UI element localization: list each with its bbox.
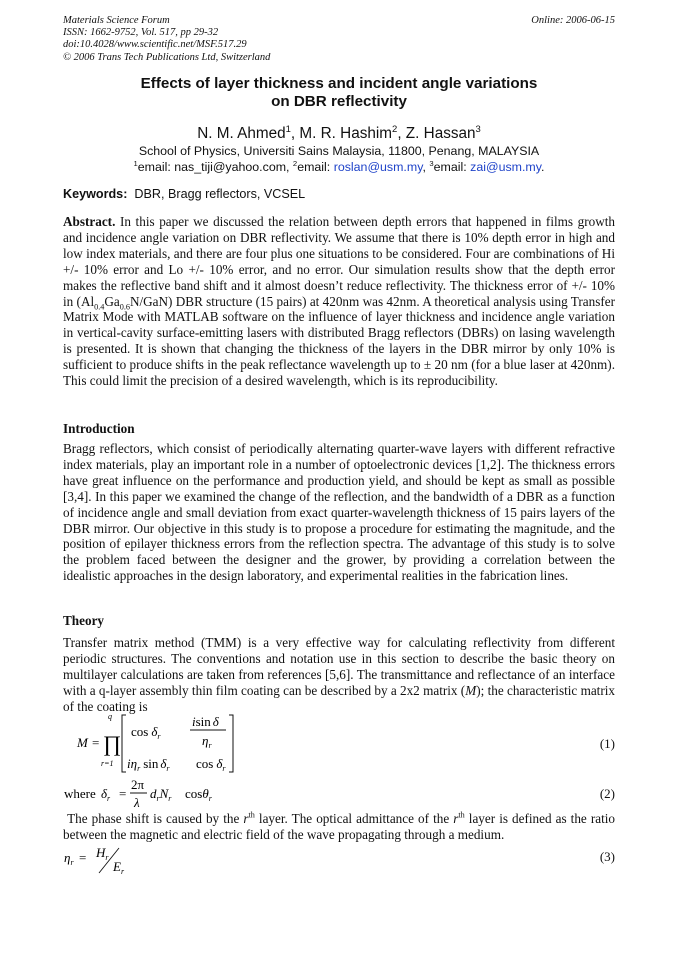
- cell-eta: $\eta_r$: [202, 733, 212, 750]
- keywords-label: Keywords:: [63, 187, 128, 201]
- product-symbol: ∏: [103, 731, 122, 756]
- keywords-text: DBR, Bragg reflectors, VCSEL: [134, 187, 306, 201]
- cell-ieta-sin: $i\eta_r$ $\sin \delta_r$: [127, 756, 170, 773]
- left-bracket: [122, 715, 126, 772]
- email-marker: 3: [429, 158, 434, 168]
- abstract-text: In this paper we discussed the relation between depth errors that happened in films growth and incidence angle variation on DBR reflectivity. We assume that there is 10% depth error in high and low index materials, and there are four plus one situations to be considered. Four are combinations of Hi +/- 10% error and Lo +/- 10% error, and no error. Our simulation results show that the depth error makes the reflective band shift and it almost doesn’t reduce reflectivity. The thickness error of +/- 10% in (Al: [63, 214, 615, 309]
- theory-body: [63, 635, 615, 715]
- right-bracket: [229, 715, 233, 772]
- author-name: , M. R. Hashim: [290, 125, 393, 142]
- author-affil-marker: 3: [475, 123, 481, 135]
- email-label: email:: [433, 160, 471, 174]
- title-line-1: Effects of layer thickness and incident angle variations: [140, 75, 538, 92]
- subscript: 0.4: [94, 302, 105, 312]
- E-r: $E_r$: [113, 859, 125, 875]
- superscript: th: [248, 810, 255, 820]
- math-symbol: r: [453, 811, 459, 826]
- d-N-term: $d_rN_r$: [150, 786, 172, 803]
- eq-equals: =: [92, 735, 100, 750]
- phase-shift-paragraph: [63, 811, 615, 843]
- cos-theta: cosθ$_r$: [185, 786, 212, 803]
- email-marker: 2: [292, 158, 298, 168]
- eq-equals: =: [79, 850, 87, 865]
- abstract-text: N/GaN) DBR structure (15 pairs) at 420nm was 42nm. A theoretical analysis using Transfer Matrix Mode with MATLAB software on the influence of layer thickness and incidence angle variation in vertical-cavity surface-emitting lasers with distributed Bragg reflectors (DBRs) on lasing wavelength is presented. It is shown that changing the thickness of the layers in the DBR mirror by only 10% is sufficient to produce shifts in the peak reflectance wavelength up to ± 20 nm (for a blue laser at 420nm). This could limit the precision of a desired wavelength, which is its reproducibility.: [63, 293, 615, 389]
- issn-line: ISSN: 1662-9752, Vol. 517, pp 29-32: [63, 27, 219, 39]
- where-label: where: [64, 786, 96, 801]
- affiliation-address: School of Physics, Universiti Sains Malaysia, 11800, Penang, MALAYSIA: [138, 144, 540, 158]
- equation-3: [63, 843, 615, 875]
- affiliation: [63, 143, 615, 175]
- eq-equals: =: [119, 786, 127, 801]
- eta-r: $\eta_r$: [64, 850, 74, 867]
- paper-title: [63, 75, 615, 111]
- abstract-text: Ga: [104, 293, 120, 309]
- author-name: N. M. Ahmed: [197, 125, 286, 142]
- author-list: [63, 125, 615, 143]
- author-affil-marker: 2: [392, 123, 398, 135]
- math-symbol: r: [243, 811, 249, 826]
- author-affil-marker: 1: [285, 123, 291, 135]
- theory-heading: Theory: [63, 613, 105, 628]
- theory-text: ); the characteristic matrix of the coating is: [63, 682, 615, 714]
- H-r: $H_r$: [96, 845, 109, 862]
- eq-M: M: [77, 735, 88, 750]
- separator: ,: [422, 160, 430, 174]
- eq-upper-limit: q: [108, 712, 112, 721]
- copyright-line: © 2006 Trans Tech Publications Ltd, Switzerland: [63, 51, 271, 63]
- title-line-2: on DBR reflectivity: [271, 93, 407, 110]
- admittance-equation: [63, 843, 183, 875]
- equation-number-2: (2): [599, 786, 615, 801]
- journal-name: Materials Science Forum: [63, 15, 170, 26]
- publication-header: [63, 15, 270, 64]
- online-date: Online: 2006-06-15: [531, 15, 615, 26]
- email-line: [63, 159, 615, 175]
- abstract: [63, 214, 615, 389]
- equation-number-3: (3): [599, 849, 615, 864]
- phase-equation: [63, 776, 283, 810]
- cell-cos: $\cos \delta_r$: [131, 724, 161, 741]
- email-marker: 1: [133, 158, 138, 168]
- email-link-2[interactable]: roslan@usm.my: [333, 160, 423, 174]
- theory-text: Transfer matrix method (TMM) is a very effective way for calculating reflectivity from different periodic structures. The conventions and notation use in this section to describe the basic theory on multilayer calculations are taken from references [5,6]. The transmittance and reflectance of an interface with a q-layer assembly thin film coating can be described by a 2x2 matrix (: [63, 635, 615, 698]
- introduction-heading: Introduction: [63, 421, 135, 436]
- delta-r: $\delta_r$: [101, 786, 111, 803]
- author-name: , Z. Hassan: [397, 125, 476, 142]
- introduction-body: Bragg reflectors, which consist of periodically alternating quarter-wave layers with different refractive index materials, play an important role in a number of optoelectronic devices [1,2]. The thickness errors have great influence on the performance and production yield, and should be kept as small as possible [3,4]. In this paper we examined the change of the reflection, and the bandwidth of a DBR as a function of incidence angle and small deviation from exact quarter-wavelength thickness of 15 pairs layers of the DBR mirror. Our objective in this study is to propose a procedure for estimating the magnitude, and the position of epilayer thickness errors from the reflection spectra. The advantage of this study is to solve the problem faced between the designer and the grower, by providing a correlation between the idealistic approaches in the design laboratory, and experimental realities in the fabrication lines.: [63, 441, 615, 584]
- equation-2: [63, 776, 615, 810]
- superscript: th: [458, 810, 465, 820]
- text: The phase shift is caused by the: [67, 811, 244, 826]
- two-pi: 2π: [131, 777, 145, 792]
- email-1: email: nas_tiji@yahoo.com,: [137, 160, 293, 174]
- matrix-equation: [63, 712, 263, 774]
- math-symbol: M: [465, 682, 477, 698]
- subscript: 0.6: [119, 302, 130, 312]
- punctuation: .: [541, 160, 545, 174]
- equation-number-1: (1): [599, 736, 615, 751]
- cell-isin: isin δ: [192, 714, 219, 729]
- eq-lower-limit: r=1: [101, 759, 114, 768]
- email-link-3[interactable]: zai@usm.my: [470, 160, 542, 174]
- cell-cos-2: $\cos \delta_r$: [196, 756, 226, 773]
- text: layer. The optical admittance of the: [254, 811, 454, 826]
- equation-1: [63, 712, 615, 774]
- text: layer is defined as the ratio between the magnetic and electric field of the wave propagating through a medium.: [63, 811, 615, 842]
- email-label: email:: [297, 160, 334, 174]
- keywords: [63, 187, 305, 201]
- lambda: λ: [134, 795, 140, 810]
- doi-line: doi:10.4028/www.scientific.net/MSF.517.29: [63, 39, 247, 51]
- abstract-label: Abstract.: [63, 214, 116, 229]
